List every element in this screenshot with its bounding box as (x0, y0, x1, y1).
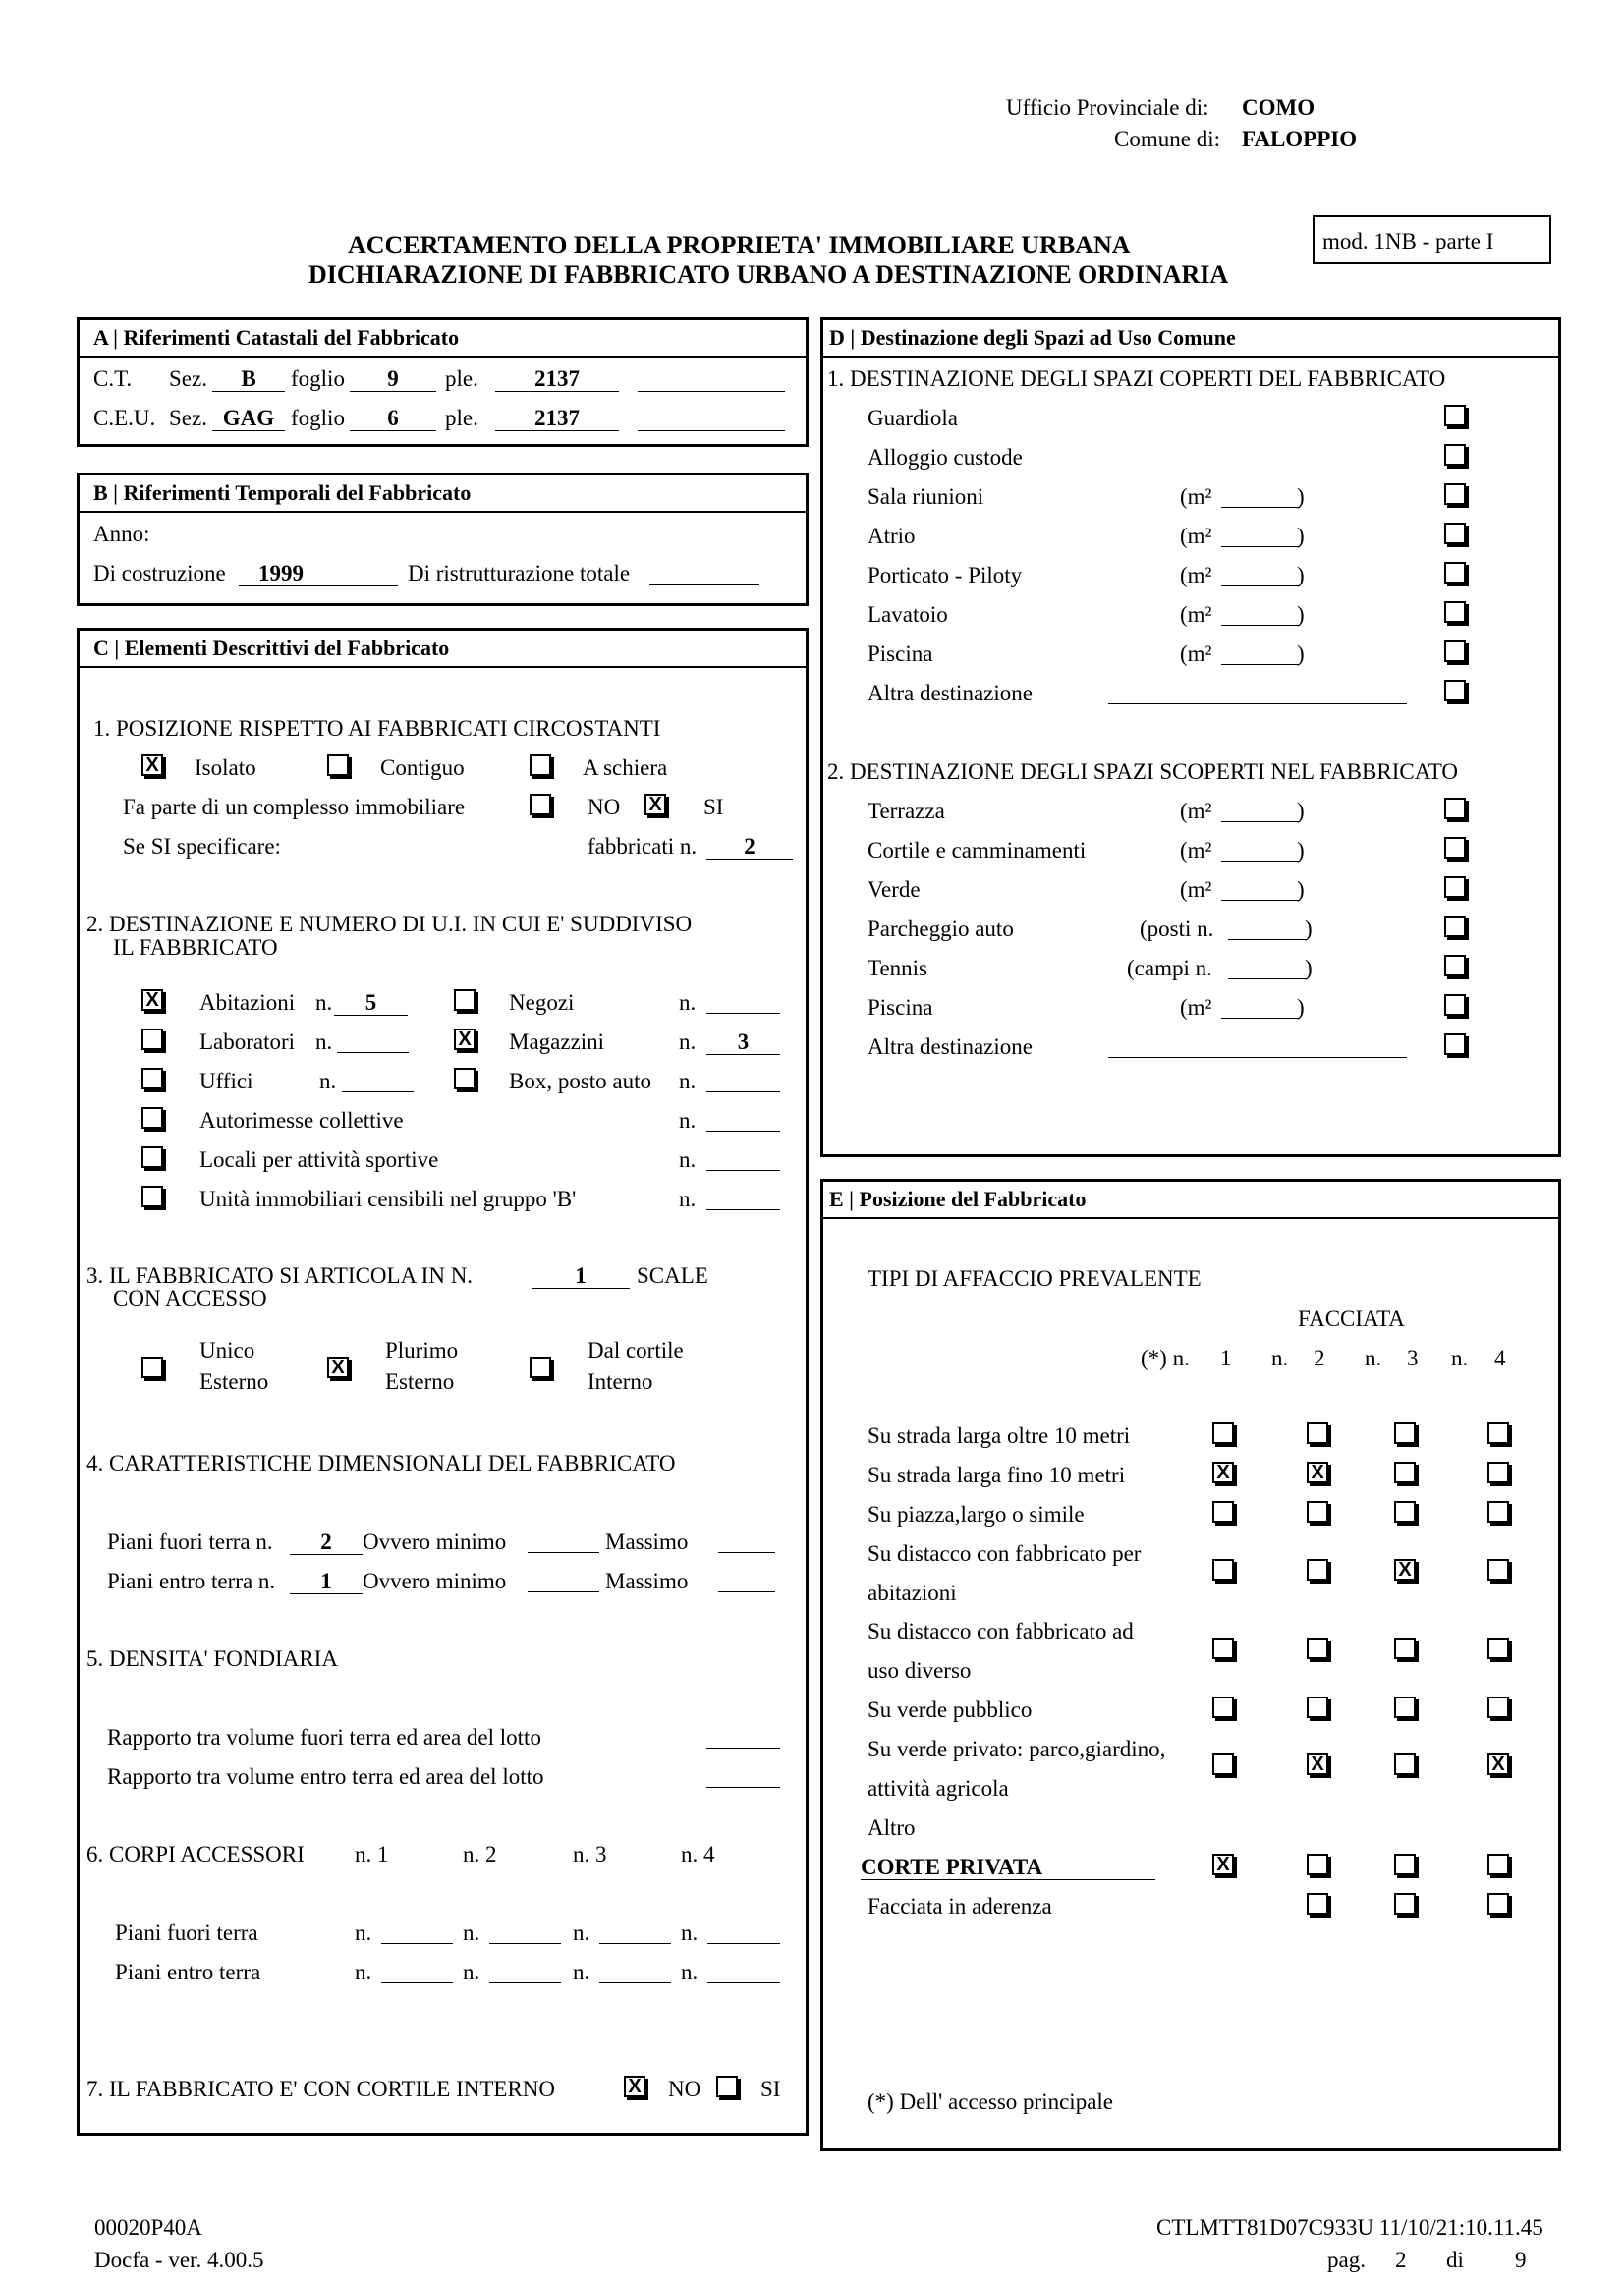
comune-value: FALOPPIO (1242, 127, 1358, 151)
ct-sub-line (638, 391, 785, 392)
scoperti-title: 2. DESTINAZIONE DEGLI SPAZI SCOPERTI NEL FABBRICATO (827, 759, 1459, 784)
scoperti-altra-checkbox[interactable] (1444, 1033, 1466, 1055)
affaccio-oltre10: Su strada larga oltre 10 metri (868, 1423, 1131, 1448)
col-star: (*) n. (1141, 1346, 1190, 1370)
q6-fuori-n1: n. (355, 1920, 372, 1945)
autorimesse-n-line (706, 1131, 780, 1132)
q4-entro-minimo-line (528, 1591, 599, 1592)
q6-col-3: n. 3 (573, 1842, 607, 1866)
ceu-sez-value: GAG (212, 407, 285, 431)
q3-scale-label: SCALE (637, 1263, 708, 1288)
cortile-si-checkbox[interactable] (716, 2076, 738, 2097)
ct-ple-value: 2137 (495, 367, 619, 392)
plurimo-esterno-checkbox[interactable]: X (327, 1357, 349, 1378)
negozi-n-line (706, 1013, 780, 1014)
complesso-no-label: NO (588, 795, 621, 819)
comune-label: Comune di: (1114, 127, 1220, 151)
verde-checkbox[interactable] (1444, 876, 1466, 898)
q6-fuori-n2: n. (463, 1920, 480, 1945)
lavatoio-checkbox[interactable] (1444, 601, 1466, 623)
altro-f3-checkbox[interactable] (1394, 1854, 1416, 1875)
distacco-ab-f1-checkbox[interactable] (1212, 1559, 1234, 1581)
cortile-mq-label: (m² (1180, 838, 1212, 863)
cortile-si-label: SI (760, 2077, 781, 2101)
q4-fuori-label: Piani fuori terra n. (107, 1530, 273, 1554)
fino10-f1-checkbox[interactable]: X (1212, 1462, 1234, 1483)
section-a-title: A | Riferimenti Catastali del Fabbricato (80, 320, 806, 358)
q6-entro-label: Piani entro terra (115, 1960, 261, 1984)
ceu-foglio-label: foglio (291, 406, 345, 430)
oltre10-f3-checkbox[interactable] (1394, 1422, 1416, 1444)
autorimesse-checkbox[interactable] (141, 1107, 163, 1129)
sala-mq-line (1221, 507, 1300, 508)
coperti-sala: Sala riunioni (868, 484, 984, 509)
aderenza-f2-checkbox[interactable] (1307, 1893, 1328, 1915)
q5-entro-label: Rapporto tra volume entro terra ed area del lotto (107, 1764, 544, 1789)
title-line-2: DICHIARAZIONE DI FABBRICATO URBANO A DESTINAZIONE ORDINARIA (308, 260, 1229, 289)
costruzione-label: Di costruzione (93, 561, 226, 585)
q7-title: 7. IL FABBRICATO E' CON CORTILE INTERNO (86, 2077, 556, 2101)
lavatoio-close: ) (1297, 602, 1305, 627)
laboratori-n-line (337, 1052, 409, 1053)
unico-esterno-checkbox[interactable] (141, 1357, 163, 1378)
q5-title: 5. DENSITA' FONDIARIA (86, 1646, 338, 1671)
coperti-atrio: Atrio (868, 524, 916, 548)
verde-priv-f3-checkbox[interactable] (1394, 1753, 1416, 1775)
fino10-f3-checkbox[interactable] (1394, 1462, 1416, 1483)
q6-fuori-n4: n. (681, 1920, 699, 1945)
piazza-f3-checkbox[interactable] (1394, 1501, 1416, 1523)
q1-title: 1. POSIZIONE RISPETTO AI FABBRICATI CIRCOSTANTI (93, 716, 661, 741)
parcheggio-line (1228, 939, 1307, 940)
guardiola-checkbox[interactable] (1444, 405, 1466, 426)
specificare-label: Se SI specificare: (123, 834, 281, 859)
unita-b-n-line (706, 1209, 780, 1210)
magazzini-label: Magazzini (509, 1030, 605, 1054)
q4-fuori-minimo: Ovvero minimo (363, 1530, 507, 1554)
col-4-n: n. (1451, 1346, 1469, 1370)
q6-fuori-n3: n. (573, 1920, 590, 1945)
scoperti-altra: Altra destinazione (868, 1034, 1033, 1059)
magazzini-checkbox[interactable]: X (454, 1029, 476, 1050)
footer-id: CTLMTT81D07C933U 11/10/21:10.11.45 (1156, 2215, 1543, 2240)
uffici-label: Uffici (199, 1069, 253, 1093)
locali-checkbox[interactable] (141, 1146, 163, 1168)
locali-n-line (706, 1170, 780, 1171)
ristrutturazione-label: Di ristrutturazione totale (408, 561, 631, 585)
q3-title-2: CON ACCESSO (113, 1286, 267, 1310)
cortile-label-2: Interno (588, 1369, 653, 1394)
affaccio-fino10: Su strada larga fino 10 metri (868, 1463, 1126, 1487)
col-4: 4 (1494, 1346, 1506, 1370)
affaccio-distacco-diverso-1: Su distacco con fabbricato ad (868, 1619, 1134, 1643)
ct-foglio-value: 9 (350, 367, 436, 392)
oltre10-f4-checkbox[interactable] (1487, 1422, 1509, 1444)
distacco-div-f2-checkbox[interactable] (1307, 1638, 1328, 1659)
terrazza-mq-label: (m² (1180, 799, 1212, 823)
ceu-ple-value: 2137 (495, 407, 619, 431)
q4-title: 4. CARATTERISTICHE DIMENSIONALI DEL FABBRICATO (86, 1451, 676, 1475)
cortile-checkbox[interactable] (1444, 837, 1466, 859)
unita-b-label: Unità immobiliari censibili nel gruppo 'B' (199, 1187, 577, 1211)
section-b (77, 473, 809, 606)
col-2: 2 (1314, 1346, 1325, 1370)
q3-scale-value: 1 (532, 1264, 630, 1289)
affaccio-distacco-abitazioni-2: abitazioni (868, 1581, 957, 1605)
piscina-mq-label: (m² (1180, 641, 1212, 666)
atrio-close: ) (1297, 524, 1305, 548)
piscina-mq-line (1221, 664, 1300, 665)
complesso-si-label: SI (703, 795, 724, 819)
affaccio-verde-privato-2: attività agricola (868, 1776, 1009, 1801)
plurimo-label-2: Esterno (385, 1369, 455, 1394)
col-3: 3 (1407, 1346, 1419, 1370)
unita-b-checkbox[interactable] (141, 1186, 163, 1207)
piscina-scoperta-checkbox[interactable] (1444, 994, 1466, 1016)
q4-entro-label: Piani entro terra n. (107, 1569, 276, 1593)
scoperti-piscina: Piscina (868, 995, 933, 1020)
footer-page-total: 9 (1515, 2248, 1527, 2272)
distacco-div-f1-checkbox[interactable] (1212, 1638, 1234, 1659)
q6-fuori-line-4 (707, 1943, 780, 1944)
coperti-alloggio: Alloggio custode (868, 445, 1023, 470)
magazzini-n-label: n. (679, 1030, 697, 1054)
mod-box (1313, 215, 1551, 264)
col-1: 1 (1220, 1346, 1232, 1370)
verde-priv-f2-checkbox[interactable]: X (1307, 1753, 1328, 1775)
laboratori-label: Laboratori (199, 1030, 296, 1054)
cortile-mq-line (1221, 861, 1300, 862)
coperti-altra: Altra destinazione (868, 681, 1033, 705)
q6-col-1: n. 1 (355, 1842, 389, 1866)
coperti-title: 1. DESTINAZIONE DEGLI SPAZI COPERTI DEL FABBRICATO (827, 366, 1446, 391)
oltre10-f2-checkbox[interactable] (1307, 1422, 1328, 1444)
costruzione-value: 1999 (239, 562, 398, 586)
tipi-affaccio: TIPI DI AFFACCIO PREVALENTE (868, 1266, 1202, 1291)
distacco-div-f3-checkbox[interactable] (1394, 1638, 1416, 1659)
ceu-ple-label: ple. (445, 406, 478, 430)
ct-sez-value: B (212, 367, 285, 392)
q2-title-2: IL FABBRICATO (113, 935, 278, 960)
atrio-mq-label: (m² (1180, 524, 1212, 548)
cortile-no-label: NO (668, 2077, 701, 2101)
scoperti-altra-line (1108, 1057, 1407, 1058)
sala-close: ) (1297, 484, 1305, 509)
negozi-label: Negozi (509, 990, 575, 1015)
affaccio-distacco-abitazioni-1: Su distacco con fabbricato per (868, 1541, 1142, 1566)
verde-pub-f1-checkbox[interactable] (1212, 1697, 1234, 1718)
q2-title-1: 2. DESTINAZIONE E NUMERO DI U.I. IN CUI E' SUDDIVISO (86, 912, 693, 936)
fabbricati-value: 2 (706, 835, 793, 860)
ceu-sez-label: Sez. (169, 406, 207, 430)
piscina-s-mq-line (1221, 1018, 1300, 1019)
q6-fuori-line-2 (489, 1943, 561, 1944)
box-n-label: n. (679, 1069, 697, 1093)
q6-col-2: n. 2 (463, 1842, 497, 1866)
abitazioni-checkbox[interactable]: X (141, 989, 163, 1011)
negozi-checkbox[interactable] (454, 989, 476, 1011)
altro-f2-checkbox[interactable] (1307, 1854, 1328, 1875)
locali-n-label: n. (679, 1147, 697, 1172)
q3-title-1: 3. IL FABBRICATO SI ARTICOLA IN N. (86, 1263, 474, 1288)
mod-label: mod. 1NB - parte I (1322, 229, 1494, 253)
coperti-guardiola: Guardiola (868, 406, 958, 430)
aschiera-checkbox[interactable] (530, 754, 551, 776)
q6-entro-n2: n. (463, 1960, 480, 1984)
ceu-foglio-value: 6 (350, 407, 436, 431)
uffici-n-label: n. (319, 1069, 337, 1093)
scoperti-parcheggio: Parcheggio auto (868, 917, 1014, 941)
anno-label: Anno: (93, 522, 150, 546)
q4-entro-massimo-line (718, 1591, 775, 1592)
unico-label-2: Esterno (199, 1369, 269, 1394)
q4-entro-massimo: Massimo (605, 1569, 689, 1593)
scoperti-cortile: Cortile e camminamenti (868, 838, 1087, 863)
box-n-line (706, 1091, 780, 1092)
uffici-n-line (342, 1091, 414, 1092)
facciata-label: FACCIATA (1298, 1307, 1405, 1331)
terrazza-mq-line (1221, 821, 1300, 822)
atrio-mq-line (1221, 546, 1300, 547)
ceu-label: C.E.U. (93, 406, 156, 430)
fabbricati-label: fabbricati n. (588, 834, 698, 859)
q6-fuori-label: Piani fuori terra (115, 1920, 258, 1945)
q6-entro-line-4 (707, 1982, 780, 1983)
verde-close: ) (1297, 877, 1305, 902)
isolato-label: Isolato (195, 755, 256, 780)
section-e-title: E | Posizione del Fabbricato (823, 1182, 1558, 1219)
autorimesse-n-label: n. (679, 1108, 697, 1133)
verde-priv-f4-checkbox[interactable]: X (1487, 1753, 1509, 1775)
section-c-title: C | Elementi Descrittivi del Fabbricato (80, 631, 806, 668)
fino10-f4-checkbox[interactable] (1487, 1462, 1509, 1483)
complesso-si-checkbox[interactable]: X (644, 794, 666, 815)
affaccio-distacco-diverso-2: uso diverso (868, 1658, 972, 1683)
abitazioni-n-label: n. (315, 990, 333, 1015)
affaccio-verde-privato-1: Su verde privato: parco,giardino, (868, 1737, 1166, 1761)
contiguo-checkbox[interactable] (327, 754, 349, 776)
sala-checkbox[interactable] (1444, 483, 1466, 505)
footer-di-label: di (1446, 2248, 1464, 2272)
q4-entro-value: 1 (290, 1570, 363, 1594)
parcheggio-checkbox[interactable] (1444, 916, 1466, 937)
section-b-title: B | Riferimenti Temporali del Fabbricato (80, 475, 806, 513)
piscina-s-mq-label: (m² (1180, 995, 1212, 1020)
fino10-f2-checkbox[interactable]: X (1307, 1462, 1328, 1483)
coperti-altra-checkbox[interactable] (1444, 680, 1466, 701)
isolato-checkbox[interactable]: X (141, 754, 163, 776)
q4-entro-minimo: Ovvero minimo (363, 1569, 507, 1593)
altro-f1-checkbox[interactable]: X (1212, 1854, 1234, 1875)
verde-mq-label: (m² (1180, 877, 1212, 902)
q6-title: 6. CORPI ACCESSORI (86, 1842, 305, 1866)
footer-pag-label: pag. (1327, 2248, 1366, 2272)
distacco-ab-f4-checkbox[interactable] (1487, 1559, 1509, 1581)
q6-entro-line-3 (599, 1982, 671, 1983)
plurimo-label-1: Plurimo (385, 1338, 459, 1363)
footer-page-number: 2 (1395, 2248, 1407, 2272)
porticato-mq-label: (m² (1180, 563, 1212, 587)
footer-code: 00020P40A (94, 2215, 202, 2240)
q5-entro-line (706, 1787, 780, 1788)
atrio-checkbox[interactable] (1444, 523, 1466, 544)
abitazioni-n-value: 5 (334, 991, 408, 1016)
verde-priv-f1-checkbox[interactable] (1212, 1753, 1234, 1775)
altro-f4-checkbox[interactable] (1487, 1854, 1509, 1875)
col-3-n: n. (1365, 1346, 1382, 1370)
affaccio-altro: Altro (868, 1815, 916, 1840)
q6-entro-n3: n. (573, 1960, 590, 1984)
verde-pub-f3-checkbox[interactable] (1394, 1697, 1416, 1718)
ct-ple-label: ple. (445, 366, 478, 391)
ufficio-label: Ufficio Provinciale di: (1006, 95, 1209, 120)
verde-pub-f4-checkbox[interactable] (1487, 1697, 1509, 1718)
unita-b-n-label: n. (679, 1187, 697, 1211)
laboratori-checkbox[interactable] (141, 1029, 163, 1050)
q4-fuori-massimo-line (718, 1552, 775, 1553)
abitazioni-label: Abitazioni (199, 990, 296, 1015)
q4-fuori-minimo-line (528, 1552, 599, 1553)
piazza-f4-checkbox[interactable] (1487, 1501, 1509, 1523)
section-d-title: D | Destinazione degli Spazi ad Uso Comune (823, 320, 1558, 358)
q6-fuori-line-1 (381, 1943, 453, 1944)
uffici-checkbox[interactable] (141, 1068, 163, 1089)
q6-entro-n4: n. (681, 1960, 699, 1984)
terrazza-checkbox[interactable] (1444, 798, 1466, 819)
negozi-n-label: n. (679, 990, 697, 1015)
ct-label: C.T. (93, 366, 133, 391)
parcheggio-close: ) (1305, 917, 1313, 941)
q4-fuori-value: 2 (290, 1531, 363, 1555)
q5-fuori-line (706, 1748, 780, 1749)
ufficio-value: COMO (1242, 95, 1316, 120)
porticato-close: ) (1297, 563, 1305, 587)
affaccio-verde-pubblico: Su verde pubblico (868, 1698, 1033, 1722)
cortile-label-1: Dal cortile (588, 1338, 684, 1363)
alloggio-checkbox[interactable] (1444, 444, 1466, 466)
affaccio-piazza: Su piazza,largo o simile (868, 1502, 1085, 1527)
q6-entro-line-1 (381, 1982, 453, 1983)
scoperti-terrazza: Terrazza (868, 799, 945, 823)
ceu-sub-line (638, 430, 785, 431)
piazza-f1-checkbox[interactable] (1212, 1501, 1234, 1523)
lavatoio-mq-line (1221, 625, 1300, 626)
cortile-no-checkbox[interactable]: X (624, 2076, 645, 2097)
porticato-mq-line (1221, 585, 1300, 586)
terrazza-close: ) (1297, 799, 1305, 823)
sala-mq-label: (m² (1180, 484, 1212, 509)
ct-foglio-label: foglio (291, 366, 345, 391)
coperti-lavatoio: Lavatoio (868, 602, 948, 627)
col-2-n: n. (1271, 1346, 1289, 1370)
q6-entro-line-2 (489, 1982, 561, 1983)
autorimesse-label: Autorimesse collettive (199, 1108, 404, 1133)
piscina-coperta-checkbox[interactable] (1444, 640, 1466, 662)
complesso-no-checkbox[interactable] (530, 794, 551, 815)
box-checkbox[interactable] (454, 1068, 476, 1089)
q6-fuori-line-3 (599, 1943, 671, 1944)
coperti-porticato: Porticato - Piloty (868, 563, 1023, 587)
contiguo-label: Contiguo (380, 755, 465, 780)
scoperti-tennis: Tennis (868, 956, 927, 980)
aschiera-label: A schiera (583, 755, 668, 780)
parcheggio-posti-label: (posti n. (1140, 917, 1214, 941)
ristrutturazione-line (649, 584, 759, 585)
piazza-f2-checkbox[interactable] (1307, 1501, 1328, 1523)
coperti-piscina: Piscina (868, 641, 933, 666)
aderenza-f4-checkbox[interactable] (1487, 1893, 1509, 1915)
coperti-altra-line (1108, 703, 1407, 704)
q4-fuori-massimo: Massimo (605, 1530, 689, 1554)
distacco-ab-f2-checkbox[interactable] (1307, 1559, 1328, 1581)
cortile-close: ) (1297, 838, 1305, 863)
magazzini-n-value: 3 (706, 1030, 780, 1055)
q5-fuori-label: Rapporto tra volume fuori terra ed area del lotto (107, 1725, 541, 1750)
distacco-div-f4-checkbox[interactable] (1487, 1638, 1509, 1659)
piscina-close: ) (1297, 641, 1305, 666)
altro-value: CORTE PRIVATA (861, 1856, 1155, 1880)
verde-mq-line (1221, 900, 1300, 901)
tennis-line (1228, 978, 1307, 979)
unico-label-1: Unico (199, 1338, 255, 1363)
piscina-s-close: ) (1297, 995, 1305, 1020)
scoperti-verde: Verde (868, 877, 921, 902)
tennis-close: ) (1305, 956, 1313, 980)
lavatoio-mq-label: (m² (1180, 602, 1212, 627)
locali-label: Locali per attività sportive (199, 1147, 439, 1172)
q6-col-4: n. 4 (681, 1842, 715, 1866)
porticato-checkbox[interactable] (1444, 562, 1466, 584)
cortile-interno-checkbox[interactable] (530, 1357, 551, 1378)
box-label: Box, posto auto (509, 1069, 652, 1093)
complesso-label: Fa parte di un complesso immobiliare (123, 795, 466, 819)
q6-entro-n1: n. (355, 1960, 372, 1984)
accesso-note: (*) Dell' accesso principale (868, 2089, 1114, 2114)
aderenza-f3-checkbox[interactable] (1394, 1893, 1416, 1915)
ct-sez-label: Sez. (169, 366, 207, 391)
title-line-1: ACCERTAMENTO DELLA PROPRIETA' IMMOBILIARE URBANA (348, 231, 1131, 259)
verde-pub-f2-checkbox[interactable] (1307, 1697, 1328, 1718)
oltre10-f1-checkbox[interactable] (1212, 1422, 1234, 1444)
tennis-checkbox[interactable] (1444, 955, 1466, 976)
distacco-ab-f3-checkbox[interactable]: X (1394, 1559, 1416, 1581)
laboratori-n-label: n. (315, 1030, 333, 1054)
facciata-aderenza: Facciata in aderenza (868, 1894, 1052, 1919)
tennis-campi-label: (campi n. (1127, 956, 1212, 980)
footer-docfa: Docfa - ver. 4.00.5 (94, 2248, 264, 2272)
